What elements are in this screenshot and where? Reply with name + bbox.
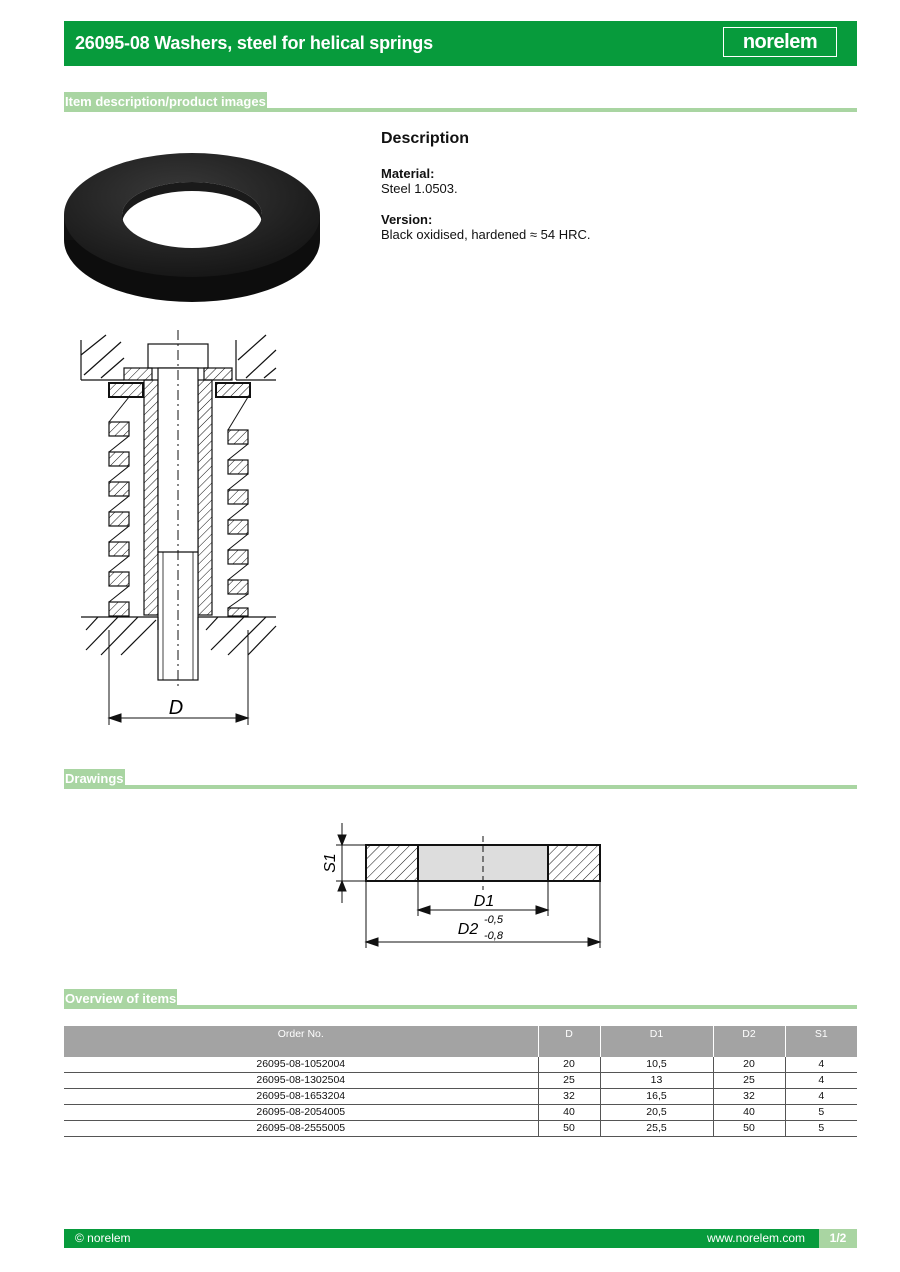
dimension-d1-label: D1: [473, 893, 495, 910]
description-block: [381, 130, 841, 258]
dimension-d-label: D: [168, 697, 184, 719]
cell-s1: 4: [785, 1073, 857, 1089]
page-title: 26095-08 Washers, steel for helical springs: [75, 33, 433, 53]
page-header: [64, 21, 857, 66]
material-label: Material:: [381, 166, 435, 181]
table-row: [64, 1121, 857, 1137]
washer-product-image: [64, 128, 324, 310]
cell-d: 40: [538, 1105, 600, 1121]
header-s1: S1: [785, 1026, 857, 1057]
section-label: Drawings: [64, 769, 125, 789]
version-label: Version:: [381, 212, 433, 227]
items-table: [64, 1026, 857, 1137]
cell-d: 50: [538, 1121, 600, 1137]
cell-d: 32: [538, 1089, 600, 1105]
section-label: Item description/product images: [64, 92, 267, 112]
header-d2: D2: [713, 1026, 785, 1057]
version-value: Black oxidised, hardened ≈ 54 HRC.: [381, 227, 591, 242]
cell-d1: 13: [600, 1073, 713, 1089]
header-d: D: [538, 1026, 600, 1057]
cell-d1: 20,5: [600, 1105, 713, 1121]
table-row: [64, 1057, 857, 1073]
cell-s1: 4: [785, 1057, 857, 1073]
norelem-logo: [723, 27, 837, 57]
website-link[interactable]: www.norelem.com: [706, 1231, 805, 1245]
cell-s1: 4: [785, 1089, 857, 1105]
cell-d1: 10,5: [600, 1057, 713, 1073]
cell-order-no: 26095-08-1653204: [64, 1089, 538, 1105]
section-item-description: [64, 90, 857, 112]
cell-s1: 5: [785, 1105, 857, 1121]
cell-order-no: 26095-08-1302504: [64, 1073, 538, 1089]
table-row: [64, 1089, 857, 1105]
dimension-d2-label: D2: [457, 921, 479, 938]
table-row: [64, 1073, 857, 1089]
section-label: Overview of items: [64, 989, 177, 1009]
cell-order-no: 26095-08-1052004: [64, 1057, 538, 1073]
section-overview: [64, 987, 857, 1009]
material-value: Steel 1.0503.: [381, 181, 458, 196]
cell-d2: 32: [713, 1089, 785, 1105]
section-drawings: [64, 767, 857, 789]
table-row: [64, 1105, 857, 1121]
cell-d: 20: [538, 1057, 600, 1073]
installation-drawing: [76, 330, 286, 730]
d2-tolerance-upper: -0,5: [484, 914, 503, 926]
cell-d2: 20: [713, 1057, 785, 1073]
cell-d1: 16,5: [600, 1089, 713, 1105]
page-number: 1/2: [819, 1229, 857, 1248]
logo-text: norelem: [742, 30, 818, 53]
cell-d1: 25,5: [600, 1121, 713, 1137]
cell-d2: 50: [713, 1121, 785, 1137]
page-footer: [64, 1229, 857, 1248]
dimension-s1-label: S1: [322, 853, 339, 873]
cell-s1: 5: [785, 1121, 857, 1137]
cell-d2: 40: [713, 1105, 785, 1121]
cell-order-no: 26095-08-2054005: [64, 1105, 538, 1121]
cell-d: 25: [538, 1073, 600, 1089]
table-header-row: [64, 1026, 857, 1057]
header-d1: D1: [600, 1026, 713, 1057]
washer-technical-drawing: [318, 818, 618, 958]
description-title: Description: [381, 130, 470, 147]
d2-tolerance-lower: -0,8: [484, 930, 503, 942]
header-order-no: Order No.: [64, 1026, 538, 1057]
cell-order-no: 26095-08-2555005: [64, 1121, 538, 1137]
cell-d2: 25: [713, 1073, 785, 1089]
copyright: © norelem: [75, 1231, 131, 1245]
